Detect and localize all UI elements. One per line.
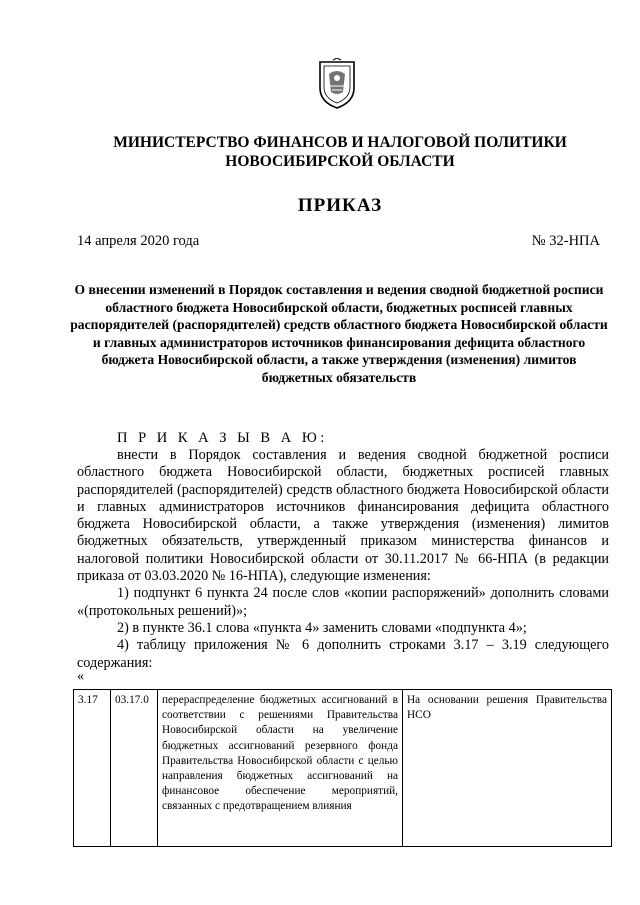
item-4: 4) таблицу приложения № 6 дополнить строками 3.17 – 3.19 следующего содержания:	[77, 637, 609, 671]
appendix-table	[73, 689, 612, 847]
row-number-cell: 3.17	[74, 690, 111, 847]
ministry-name-line1: МИНИСТЕРСТВО ФИНАНСОВ И НАЛОГОВОЙ ПОЛИТИКИ	[113, 134, 567, 151]
row-basis-cell: На основании решения Правительства НСО	[403, 690, 612, 847]
row-description-cell: перераспределение бюджетных ассигнований в соответствии с решениями Правительства Новосибирской области на увеличение бюджетных ассигнований резервного фонда Правительства Новосибирской области с целью направления бюджетных ассигнований на финансовое обеспечение мероприятий, связанных с предотвращением влияния	[158, 690, 403, 847]
order-number: № 32-НПА	[531, 233, 600, 249]
item-1: 1) подпункт 6 пункта 24 после слов «копии распоряжений» дополнить словами «(протокольных решений)»;	[77, 585, 609, 619]
item-2: 2) в пункте 36.1 слова «пункта 4» заменить словами «подпункта 4»;	[117, 619, 527, 636]
opening-quote: «	[77, 669, 84, 684]
order-date: 14 апреля 2020 года	[77, 233, 200, 249]
prikazyvayu-heading: П Р И К А З Ы В А Ю:	[117, 430, 328, 446]
order-subject: О внесении изменений в Порядок составления и ведения сводной бюджетной росписи областного бюджета Новосибирской области, бюджетных росписей главных распорядителей (распорядителей) средств областного бюджета Новосибирской области и главных администраторов источников финансирования дефицита областного бюджета Новосибирской области, а также утверждения (изменения) лимитов бюджетных обязательств	[70, 282, 608, 385]
order-body	[77, 447, 609, 672]
intro-paragraph: внести в Порядок составления и ведения сводной бюджетной росписи областного бюджета Новосибирской области, бюджетных росписей главных распорядителей (распорядителей) средств областного бюджета Новосибирской области и главных администраторов источников финансирования дефицита областного бюджета Новосибирской области, а также утверждения (изменения) лимитов бюджетных обязательств, утвержденный приказом министерства финансов и налоговой политики Новосибирской области от 30.11.2017 № 66-НПА (в редакции приказа от 03.03.2020 № 16-НПА), следующие изменения:	[77, 447, 609, 585]
ministry-name-line2: НОВОСИБИРСКОЙ ОБЛАСТИ	[225, 153, 455, 170]
table-row	[74, 690, 612, 847]
coat-of-arms-icon	[316, 58, 358, 110]
document-type: ПРИКАЗ	[297, 195, 383, 216]
row-code-cell: 03.17.0	[111, 690, 158, 847]
